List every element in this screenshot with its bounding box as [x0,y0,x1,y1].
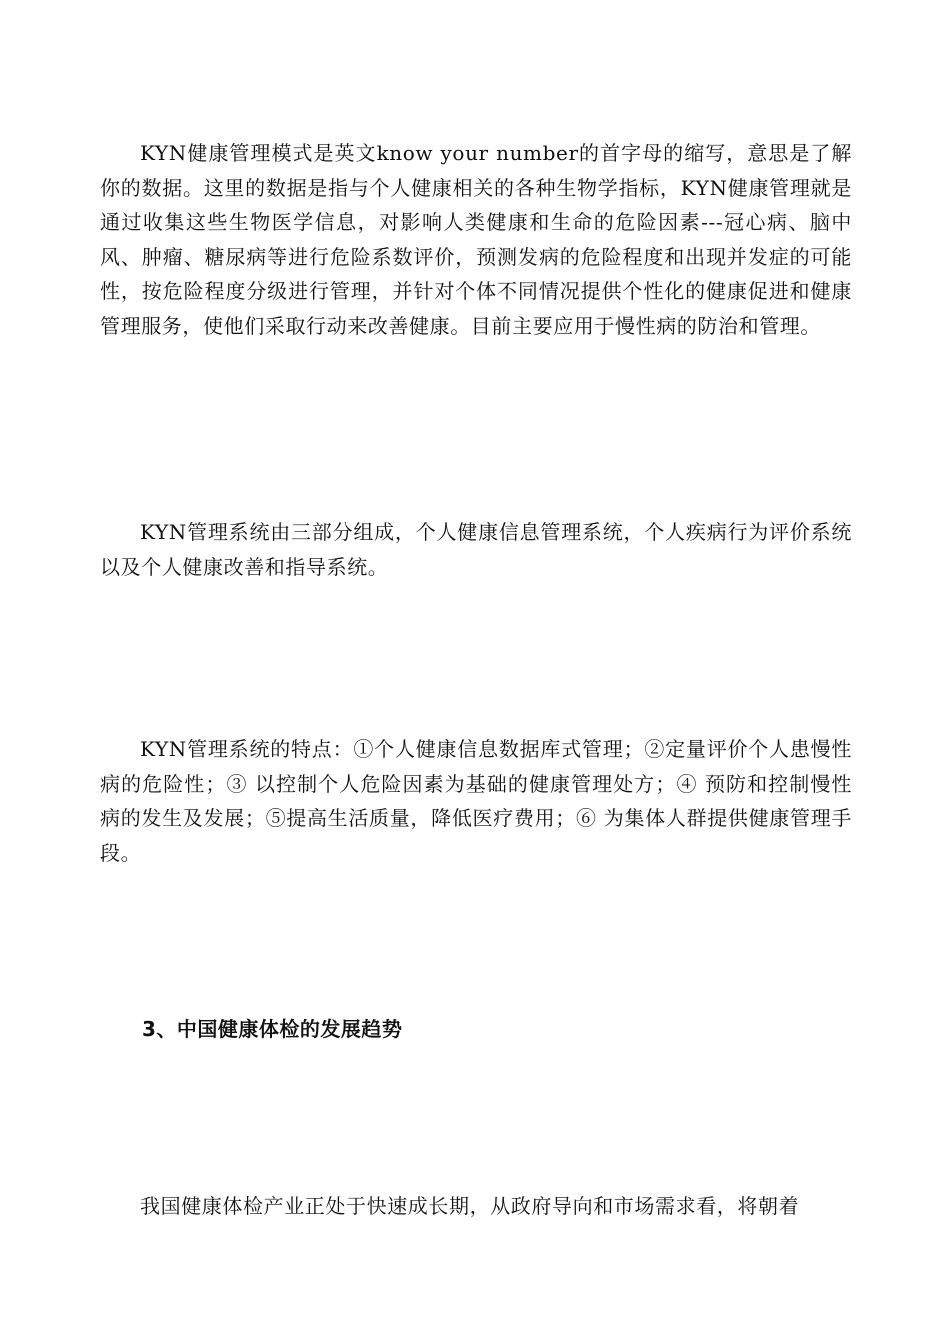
paragraph-industry-trend: 我国健康体检产业正处于快速成长期，从政府导向和市场需求看，将朝着 [140,1194,800,1218]
section-heading: 3、中国健康体检的发展趋势 [142,1017,403,1041]
paragraph-kyn-components: KYN管理系统由三部分组成，个人健康信息管理系统，个人疾病行为评价系统以及个人健康改善和指导系统。 [100,520,852,579]
paragraph-kyn-definition: KYN健康管理模式是英文know your number的首字母的缩写，意思是了解你的数据。这里的数据是指与个人健康相关的各种生物学指标，KYN健康管理就是通过收集这些生物医学信息，对影响人类健康和生命的危险因素---冠心病、脑中风、肿瘤、糖尿病等进行危险系数评价，预测发病的危险程度和出现并发症的可能性，按危险程度分级进行管理，并针对个体不同情况提供个性化的健康促进和健康管理服务，使他们采取行动来改善健康。目前主要应用于慢性病的防治和管理。 [100,141,852,338]
paragraph-kyn-features: KYN管理系统的特点：①个人健康信息数据库式管理；②定量评价个人患慢性病的危险性；③ 以控制个人危险因素为基础的健康管理处方；④ 预防和控制慢性病的发生及发展；⑤提高生活质量，降低医疗费用；⑥ 为集体人群提供健康管理手段。 [100,737,852,865]
